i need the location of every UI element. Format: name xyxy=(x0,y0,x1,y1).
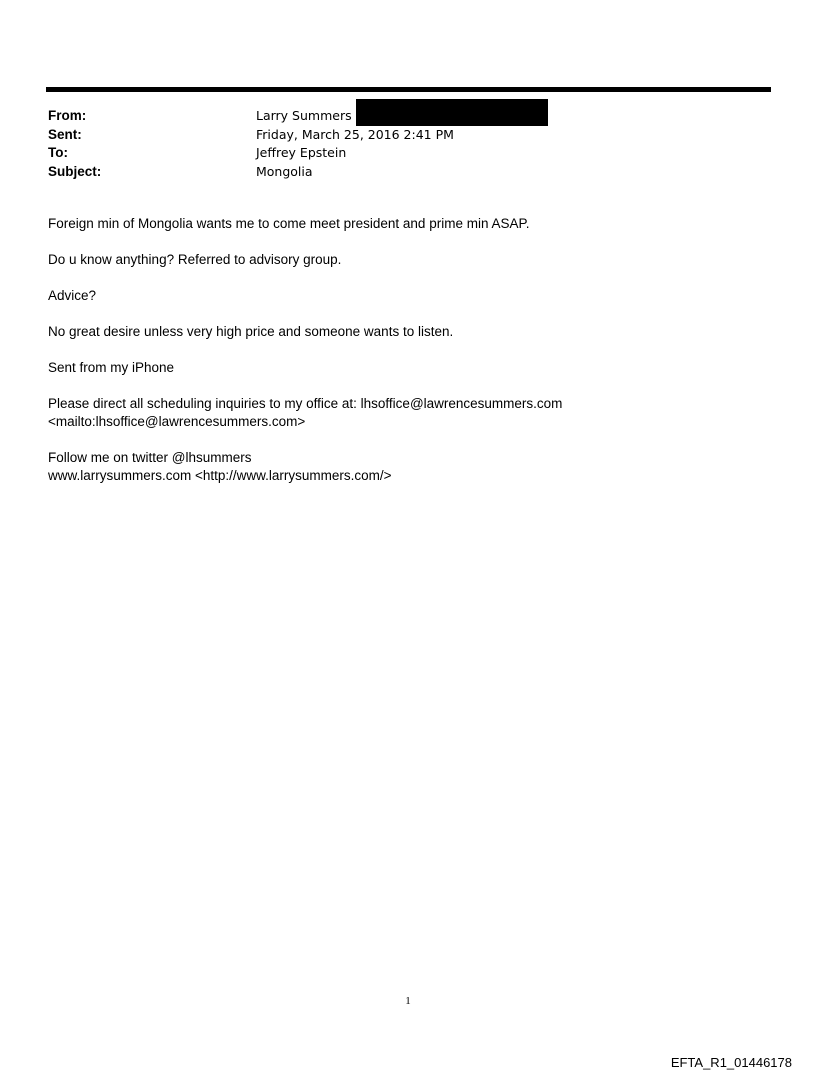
to-value: Jeffrey Epstein xyxy=(256,145,347,160)
body-paragraph: No great desire unless very high price and someone wants to listen. xyxy=(48,324,454,339)
scheduling-mailto: <mailto:lhsoffice@lawrencesummers.com> xyxy=(48,414,306,429)
website-line: www.larrysummers.com <http://www.larrysummers.com/> xyxy=(48,468,392,483)
to-row xyxy=(48,144,768,163)
body-paragraph: Do u know anything? Referred to advisory group. xyxy=(48,252,342,267)
body-paragraph: Advice? xyxy=(48,288,97,303)
email-header xyxy=(48,107,768,181)
twitter-line: Follow me on twitter @lhsummers xyxy=(48,450,252,465)
sent-value: Friday, March 25, 2016 2:41 PM xyxy=(256,126,454,142)
subject-row xyxy=(48,163,768,182)
document-id: EFTA_R1_01446178 xyxy=(670,1055,792,1070)
subject-value: Mongolia xyxy=(256,163,313,179)
from-row xyxy=(48,107,768,126)
signature-device: Sent from my iPhone xyxy=(48,360,175,375)
body-paragraph: Foreign min of Mongolia wants me to come meet president and prime min ASAP. xyxy=(48,216,530,231)
to-label: To: xyxy=(48,145,68,160)
scheduling-line: Please direct all scheduling inquiries to my office at: lhsoffice@lawrencesummers.com xyxy=(48,396,563,411)
from-name: Larry Summers xyxy=(256,108,352,123)
sent-label: Sent: xyxy=(48,126,82,142)
sent-row xyxy=(48,126,768,145)
from-label: From: xyxy=(48,108,87,123)
email-body xyxy=(48,215,768,503)
header-divider xyxy=(46,87,771,92)
subject-label: Subject: xyxy=(48,163,102,179)
redaction-block xyxy=(356,99,548,126)
page-number: 1 xyxy=(405,995,411,1007)
